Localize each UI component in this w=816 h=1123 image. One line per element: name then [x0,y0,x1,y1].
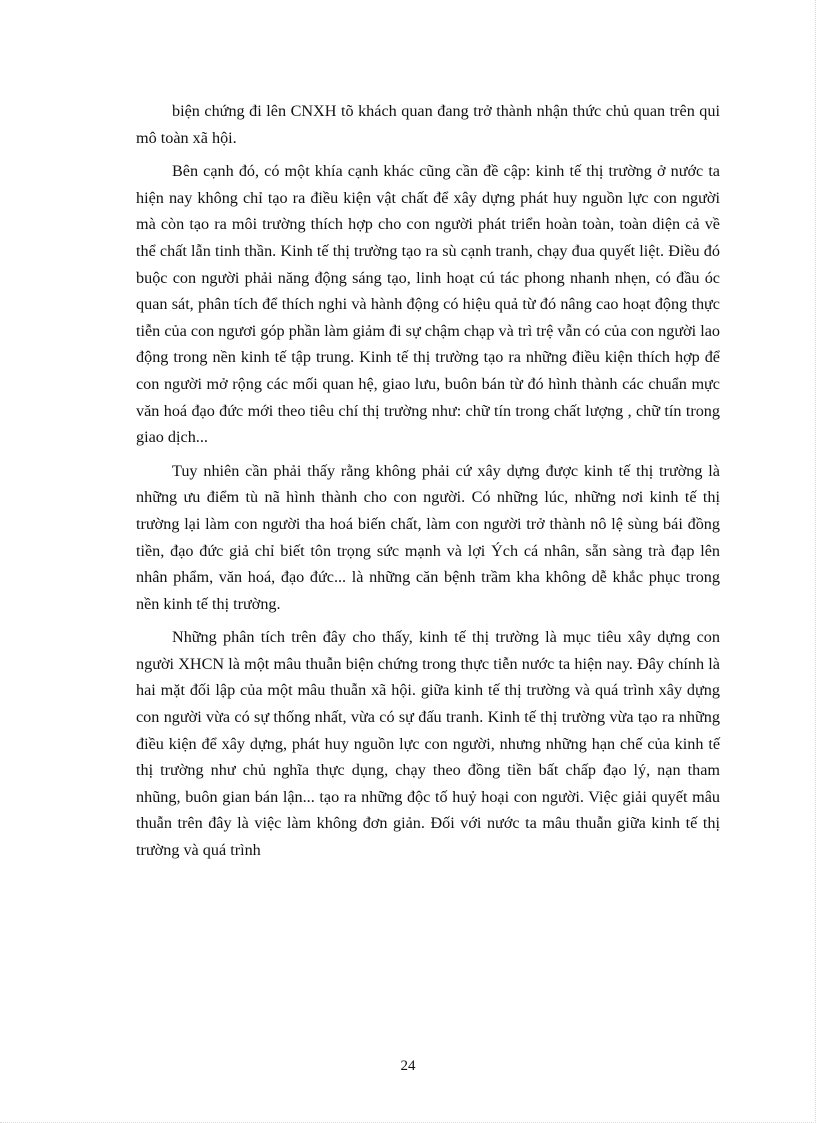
paragraph-dialectical-contradiction: Những phân tích trên đây cho thấy, kinh tế thị trường là mục tiêu xây dựng con người XHCN là một mâu thuẫn biện chứng trong thực tiễn nước ta hiện nay. Đây chính là hai mặt đối lập của một mâu thuẫn xã hội. giữa kinh tế thị trường và quá trình xây dựng con người vừa có sự thống nhất, vừa có sự đấu tranh. Kinh tế thị trường vừa tạo ra những điều kiện để xây dựng, phát huy nguồn lực con người, nhưng những hạn chế của kinh tế thị trường như chủ nghĩa thực dụng, chạy theo đồng tiền bất chấp đạo lý, nạn tham nhũng, buôn gian bán lận... tạo ra những độc tố huỷ hoại con người. Việc giải quyết mâu thuẫn trên đây là việc làm không đơn giản. Đối với nước ta mâu thuẫn giữa kinh tế thị trường và quá trình [136,628,720,860]
paragraph-market-economy-benefits: Bên cạnh đó, có một khía cạnh khác cũng cần đề cập: kinh tế thị trường ở nước ta hiện nay không chỉ tạo ra điều kiện vật chất để xây dựng phát huy nguồn lực con người mà còn tạo ra môi trường thích hợp cho con người phát triển hoàn toàn, toàn diện cả về thể chất lẫn tinh thần. Kinh tế thị trường tạo ra sù cạnh tranh, chạy đua quyết liệt. Điều đó buộc con người phải năng động sáng tạo, linh hoạt cú tác phong nhanh nhẹn, có đầu óc quan sát, phân tích để thích nghi và hành động có hiệu quả từ đó nâng cao hoạt động thực tiễn của con ngươi góp phần làm giảm đi sự chậm chạp và trì trệ vẫn có của con người lao động trong nền kinh tế tập trung. Kinh tế thị trường tạo ra những điều kiện thích hợp để con người mở rộng các mối quan hệ, giao lưu, buôn bán từ đó hình thành các chuẩn mực văn hoá đạo đức mới theo tiêu chí thị trường như: chữ tín trong chất lượng , chữ tín trong giao dịch... [136,162,720,447]
page-number: 24 [400,1058,416,1074]
body-text [136,98,720,871]
paragraph-continuation: biện chứng đi lên CNXH tõ khách quan đang trở thành nhận thức chủ quan trên qui mô toàn xã hội. [136,102,720,147]
paragraph-market-economy-drawbacks: Tuy nhiên cần phải thấy rằng không phải cứ xây dựng được kinh tế thị trường là những ưu điểm tù nã hình thành cho con người. Có những lúc, những nơi kinh tế thị trường lại làm con người tha hoá biến chất, làm con người trở thành nô lệ sùng bái đồng tiền, đạo đức giả chỉ biết tôn trọng sức mạnh và lợi Ých cá nhân, sẵn sàng trà đạp lên nhân phẩm, văn hoá, đạo đức... là những căn bệnh trầm kha không dễ khắc phục trong nền kinh tế thị trường. [136,461,720,613]
